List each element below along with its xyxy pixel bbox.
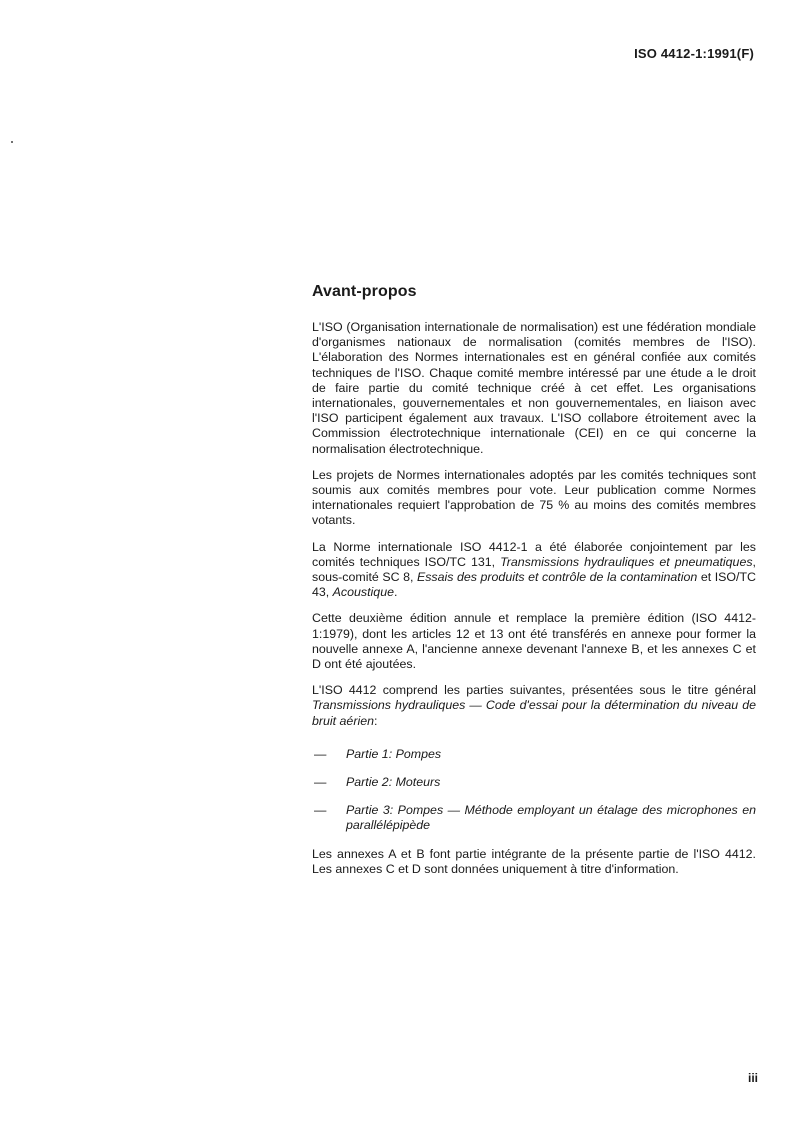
list-item — [312, 747, 756, 762]
part-1-label: Partie 1: Pompes — [346, 746, 442, 761]
paragraph-iso-intro: L'ISO (Organisation internationale de normalisation) est une fédération mondiale d'organismes nationaux de normalisation (comités membres de l'ISO). L'élaboration des Normes internationales est en général confiée aux comités techniques de l'ISO. Chaque comité membre intéressé par une étude a le droit de faire partie du comité technique créé à cet effet. Les organisations internationales, gouvernementales et non gouvernementales, en liaison avec l'ISO participent également aux travaux. L'ISO collabore étroitement avec la Commission électrotechnique internationale (CEI) en ce qui concerne la normalisation électrotechnique. — [312, 320, 756, 456]
paragraph-parts-intro — [312, 683, 756, 729]
paragraph-elaboration — [312, 540, 756, 601]
foreword-section — [312, 283, 756, 888]
list-item — [312, 803, 756, 833]
document-reference: ISO 4412-1:1991(F) — [634, 46, 754, 61]
dash-bullet: — — [314, 775, 327, 790]
elaboration-text-1: La Norme internationale ISO 4412-1 a été élaborée conjointement par les comités techniques ISO/TC 131, — [312, 539, 756, 569]
page-number: iii — [747, 1071, 758, 1085]
parts-list — [312, 747, 756, 834]
tc131-title: Transmissions hydrauliques et pneumatiques — [500, 554, 753, 569]
elaboration-text-3: et ISO/TC 43, — [312, 570, 756, 600]
part-2-label: Partie 2: Moteurs — [346, 775, 441, 790]
part-3-label: Partie 3: Pompes — Méthode employant un étalage des microphones en parallélépipède — [346, 803, 756, 833]
sc8-title: Essais des produits et contrôle de la contamination — [416, 570, 698, 585]
section-title: Avant-propos — [312, 283, 417, 300]
parts-intro-text: L'ISO 4412 comprend les parties suivantes, présentées sous le titre général — [312, 683, 756, 698]
paragraph-edition: Cette deuxième édition annule et remplace la première édition (ISO 4412-1:1979), dont les articles 12 et 13 ont été transférés en annexe pour former la nouvelle annexe A, l'ancienne annexe devenant l'annexe B, et les annexes C et D ont été ajoutées. — [312, 611, 756, 672]
paragraph-voting: Les projets de Normes internationales adoptés par les comités techniques sont soumis aux comités membres pour vote. Leur publication comme Normes internationales requiert l'approbation de 75 % au moins des comités membres votants. — [312, 467, 756, 528]
paragraph-annexes: Les annexes A et B font partie intégrante de la présente partie de l'ISO 4412. Les annexes C et D sont données uniquement à titre d'information. — [312, 846, 756, 876]
dash-bullet: — — [314, 803, 327, 818]
list-item — [312, 775, 756, 790]
scan-speck — [11, 141, 13, 143]
tc43-title: Acoustique — [332, 585, 394, 600]
dash-bullet: — — [314, 746, 327, 761]
elaboration-text-2: , sous-comité SC 8, — [312, 554, 756, 585]
general-title: Transmissions hydrauliques — Code d'essai pour la détermination du niveau de bruit aérien — [312, 698, 756, 728]
elaboration-text-4: . — [393, 585, 398, 600]
parts-intro-colon: : — [374, 713, 378, 728]
